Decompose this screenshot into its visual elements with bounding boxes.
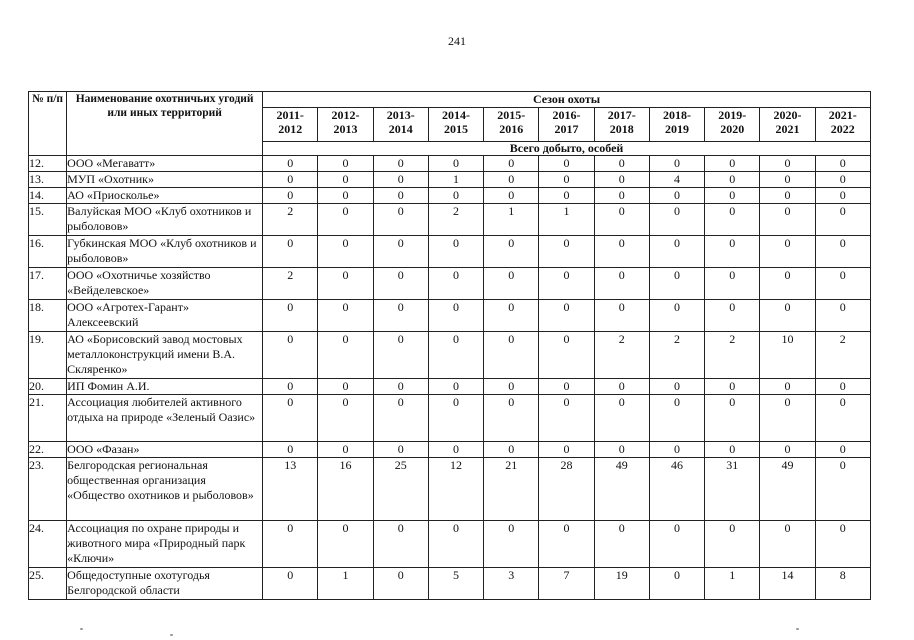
- header-year-end: 2019: [664, 122, 689, 136]
- harvest-count: 0: [263, 188, 318, 204]
- harvest-count: 25: [373, 458, 428, 521]
- header-year: [484, 108, 539, 142]
- harvest-count: 0: [373, 442, 428, 458]
- harvest-count: 0: [539, 442, 594, 458]
- harvest-count: 0: [815, 156, 870, 172]
- header-year: [594, 108, 649, 142]
- harvest-count: 0: [649, 188, 704, 204]
- harvest-count: 0: [649, 300, 704, 332]
- harvest-count: 0: [484, 395, 539, 442]
- territory-name: АО «Приосколье»: [67, 188, 263, 204]
- header-num: № п/п: [29, 92, 67, 156]
- harvest-count: 0: [539, 172, 594, 188]
- harvest-count: 0: [815, 204, 870, 236]
- row-number: 20.: [29, 379, 67, 395]
- harvest-count: 0: [539, 395, 594, 442]
- header-year: [318, 108, 373, 142]
- header-year-start: 2013-: [386, 108, 415, 122]
- territory-name: Ассоциация по охране природы и животного мира «Природный парк «Ключи»: [67, 521, 263, 568]
- header-year: [815, 108, 870, 142]
- table-row: [29, 172, 871, 188]
- harvest-count: 0: [263, 156, 318, 172]
- harvest-count: 0: [760, 442, 815, 458]
- territory-name: МУП «Охотник»: [67, 172, 263, 188]
- harvest-count: 0: [263, 379, 318, 395]
- harvest-count: 0: [705, 204, 760, 236]
- harvest-count: 0: [705, 395, 760, 442]
- harvest-count: 0: [263, 300, 318, 332]
- header-name: Наименование охотничьих угодий или иных территорий: [67, 92, 263, 156]
- harvest-count: 0: [428, 268, 483, 300]
- harvest-count: 0: [373, 568, 428, 600]
- harvest-count: 0: [760, 204, 815, 236]
- harvest-count: 0: [594, 521, 649, 568]
- harvest-count: 0: [815, 300, 870, 332]
- harvest-count: 0: [263, 442, 318, 458]
- row-number: 23.: [29, 458, 67, 521]
- header-year: [428, 108, 483, 142]
- harvest-count: 0: [373, 395, 428, 442]
- harvest-count: 0: [373, 156, 428, 172]
- harvest-count: 1: [428, 172, 483, 188]
- table-row: [29, 332, 871, 379]
- harvest-count: 0: [594, 236, 649, 268]
- harvest-count: 0: [539, 521, 594, 568]
- harvest-count: 49: [594, 458, 649, 521]
- harvest-count: 0: [428, 442, 483, 458]
- harvest-count: 0: [318, 172, 373, 188]
- harvest-count: 0: [484, 236, 539, 268]
- harvest-count: 8: [815, 568, 870, 600]
- harvest-count: 0: [318, 332, 373, 379]
- row-number: 24.: [29, 521, 67, 568]
- page-number: 241: [448, 34, 466, 48]
- harvest-count: 0: [373, 236, 428, 268]
- harvest-count: 14: [760, 568, 815, 600]
- header-year-start: 2011-: [276, 108, 304, 122]
- harvest-count: 0: [705, 300, 760, 332]
- harvest-count: 0: [539, 236, 594, 268]
- harvest-count: 0: [760, 268, 815, 300]
- harvest-count: 0: [484, 156, 539, 172]
- header-year-start: 2018-: [662, 108, 691, 122]
- harvest-count: 0: [484, 268, 539, 300]
- harvest-count: 0: [373, 172, 428, 188]
- row-number: 15.: [29, 204, 67, 236]
- header-year-start: 2014-: [441, 108, 470, 122]
- harvest-count: 0: [649, 156, 704, 172]
- row-number: 19.: [29, 332, 67, 379]
- harvest-count: 0: [318, 268, 373, 300]
- harvest-count: 10: [760, 332, 815, 379]
- harvest-count: 2: [263, 268, 318, 300]
- harvest-count: 0: [705, 172, 760, 188]
- header-year-end: 2015: [443, 122, 468, 136]
- header-season: Сезон охоты: [263, 92, 871, 108]
- harvest-count: 2: [594, 332, 649, 379]
- row-number: 18.: [29, 300, 67, 332]
- harvest-count: 16: [318, 458, 373, 521]
- harvest-count: 0: [539, 332, 594, 379]
- header-year-start: 2021-: [828, 108, 857, 122]
- harvest-count: 0: [649, 568, 704, 600]
- table-row: [29, 268, 871, 300]
- harvest-count: 49: [760, 458, 815, 521]
- row-number: 21.: [29, 395, 67, 442]
- harvest-table: [28, 91, 871, 600]
- harvest-count: 0: [373, 300, 428, 332]
- harvest-count: 0: [263, 236, 318, 268]
- harvest-count: 0: [705, 379, 760, 395]
- harvest-count: 0: [649, 268, 704, 300]
- table-row: [29, 379, 871, 395]
- harvest-count: 0: [318, 156, 373, 172]
- harvest-count: 1: [705, 568, 760, 600]
- row-number: 17.: [29, 268, 67, 300]
- header-year-end: 2016: [499, 122, 524, 136]
- header-year: [539, 108, 594, 142]
- harvest-count: 2: [263, 204, 318, 236]
- harvest-count: 0: [815, 458, 870, 521]
- header-year-end: 2021: [775, 122, 800, 136]
- harvest-count: 0: [428, 156, 483, 172]
- harvest-count: 28: [539, 458, 594, 521]
- header-year: [373, 108, 428, 142]
- harvest-count: 0: [263, 568, 318, 600]
- harvest-count: 21: [484, 458, 539, 521]
- table-row: [29, 236, 871, 268]
- row-number: 25.: [29, 568, 67, 600]
- harvest-count: 0: [815, 268, 870, 300]
- harvest-count: 0: [594, 204, 649, 236]
- header-year-start: 2012-: [331, 108, 360, 122]
- harvest-count: 0: [318, 521, 373, 568]
- harvest-count: 0: [539, 156, 594, 172]
- harvest-count: 13: [263, 458, 318, 521]
- harvest-count: 0: [263, 395, 318, 442]
- header-year-end: 2018: [609, 122, 634, 136]
- table-row: [29, 204, 871, 236]
- harvest-count: 2: [428, 204, 483, 236]
- harvest-count: 0: [318, 395, 373, 442]
- harvest-count: 46: [649, 458, 704, 521]
- header-year-end: 2012: [278, 122, 303, 136]
- header-year-start: 2015-: [497, 108, 526, 122]
- harvest-count: 31: [705, 458, 760, 521]
- harvest-count: 0: [594, 442, 649, 458]
- harvest-count: 0: [318, 236, 373, 268]
- table-row: [29, 395, 871, 442]
- harvest-count: 0: [539, 268, 594, 300]
- territory-name: Белгородская региональная общественная организация «Общество охотников и рыболовов»: [67, 458, 263, 521]
- harvest-count: 0: [649, 395, 704, 442]
- territory-name: ИП Фомин А.И.: [67, 379, 263, 395]
- header-year-start: 2017-: [607, 108, 636, 122]
- header-year-end: 2020: [720, 122, 745, 136]
- row-number: 13.: [29, 172, 67, 188]
- harvest-count: 0: [705, 268, 760, 300]
- harvest-count: 0: [760, 395, 815, 442]
- row-number: 16.: [29, 236, 67, 268]
- harvest-count: 0: [484, 379, 539, 395]
- harvest-count: 0: [373, 188, 428, 204]
- harvest-count: 0: [705, 442, 760, 458]
- territory-name: ООО «Фазан»: [67, 442, 263, 458]
- harvest-count: 0: [373, 268, 428, 300]
- harvest-count: 0: [594, 300, 649, 332]
- header-year: [263, 108, 318, 142]
- harvest-count: 0: [705, 188, 760, 204]
- harvest-count: 4: [649, 172, 704, 188]
- harvest-count: 0: [815, 521, 870, 568]
- territory-name: Губкинская МОО «Клуб охотников и рыболовов»: [67, 236, 263, 268]
- harvest-count: 1: [318, 568, 373, 600]
- header-year: [760, 108, 815, 142]
- row-number: 14.: [29, 188, 67, 204]
- harvest-count: 0: [760, 300, 815, 332]
- header-year-start: 2016-: [552, 108, 581, 122]
- harvest-count: 0: [594, 188, 649, 204]
- table-row: [29, 156, 871, 172]
- harvest-count: 0: [649, 379, 704, 395]
- table-row: [29, 188, 871, 204]
- header-year-end: 2014: [388, 122, 413, 136]
- harvest-count: 1: [484, 204, 539, 236]
- harvest-count: 2: [705, 332, 760, 379]
- harvest-count: 0: [539, 188, 594, 204]
- harvest-count: 0: [594, 156, 649, 172]
- harvest-count: 3: [484, 568, 539, 600]
- harvest-count: 0: [263, 172, 318, 188]
- harvest-count: 0: [815, 172, 870, 188]
- harvest-count: 0: [649, 204, 704, 236]
- table-row: [29, 458, 871, 521]
- territory-name: ООО «Охотничье хозяйство «Вейделевское»: [67, 268, 263, 300]
- harvest-count: 0: [815, 379, 870, 395]
- table-row: [29, 300, 871, 332]
- harvest-count: 0: [705, 236, 760, 268]
- harvest-count: 7: [539, 568, 594, 600]
- header-year: [705, 108, 760, 142]
- harvest-count: 0: [428, 300, 483, 332]
- harvest-count: 0: [373, 204, 428, 236]
- harvest-count: 0: [760, 172, 815, 188]
- harvest-count: 0: [760, 156, 815, 172]
- row-number: 12.: [29, 156, 67, 172]
- harvest-count: 0: [428, 188, 483, 204]
- harvest-count: 0: [649, 521, 704, 568]
- harvest-count: 0: [373, 379, 428, 395]
- scan-speck: [796, 628, 799, 630]
- harvest-count: 0: [428, 236, 483, 268]
- harvest-count: 12: [428, 458, 483, 521]
- harvest-count: 5: [428, 568, 483, 600]
- territory-name: Общедоступные охотугодья Белгородской области: [67, 568, 263, 600]
- scan-speck: [80, 628, 83, 630]
- harvest-count: 0: [760, 188, 815, 204]
- harvest-count: 0: [484, 188, 539, 204]
- harvest-count: 0: [318, 204, 373, 236]
- harvest-count: 0: [815, 442, 870, 458]
- harvest-count: 0: [815, 395, 870, 442]
- harvest-count: 0: [484, 442, 539, 458]
- harvest-count: 1: [539, 204, 594, 236]
- harvest-count: 0: [318, 300, 373, 332]
- header-year-end: 2022: [830, 122, 855, 136]
- harvest-count: 0: [539, 300, 594, 332]
- table-row: [29, 521, 871, 568]
- harvest-count: 0: [484, 300, 539, 332]
- territory-name: Ассоциация любителей активного отдыха на природе «Зеленый Оазис»: [67, 395, 263, 442]
- harvest-count: 0: [649, 236, 704, 268]
- harvest-count: 2: [649, 332, 704, 379]
- harvest-count: 0: [428, 379, 483, 395]
- harvest-count: 0: [649, 442, 704, 458]
- harvest-count: 0: [484, 332, 539, 379]
- header-year-end: 2013: [333, 122, 358, 136]
- harvest-count: 0: [484, 521, 539, 568]
- territory-name: Валуйская МОО «Клуб охотников и рыболовов»: [67, 204, 263, 236]
- header-year-start: 2019-: [718, 108, 747, 122]
- table-row: [29, 442, 871, 458]
- territory-name: АО «Борисовский завод мостовых металлоконструкций имени В.А. Скляренко»: [67, 332, 263, 379]
- harvest-count: 2: [815, 332, 870, 379]
- territory-name: ООО «Агротех-Гарант» Алексеевский: [67, 300, 263, 332]
- harvest-count: 0: [428, 521, 483, 568]
- harvest-count: 0: [484, 172, 539, 188]
- harvest-count: 0: [594, 395, 649, 442]
- row-number: 22.: [29, 442, 67, 458]
- harvest-count: 0: [815, 188, 870, 204]
- table-row: [29, 568, 871, 600]
- header-year-end: 2017: [554, 122, 579, 136]
- harvest-count: 0: [318, 379, 373, 395]
- harvest-count: 0: [373, 521, 428, 568]
- harvest-count: 0: [815, 236, 870, 268]
- harvest-count: 0: [760, 236, 815, 268]
- harvest-count: 0: [428, 395, 483, 442]
- harvest-count: 0: [263, 521, 318, 568]
- header-year-start: 2020-: [773, 108, 802, 122]
- table-header: [29, 92, 871, 156]
- harvest-count: 0: [760, 521, 815, 568]
- harvest-count: 0: [318, 442, 373, 458]
- header-total: Всего добыто, особей: [263, 142, 871, 156]
- harvest-count: 19: [594, 568, 649, 600]
- harvest-count: 0: [705, 521, 760, 568]
- harvest-count: 0: [373, 332, 428, 379]
- table-body: [29, 156, 871, 600]
- harvest-count: 0: [705, 156, 760, 172]
- territory-name: ООО «Мегаватт»: [67, 156, 263, 172]
- scan-speck: [170, 634, 173, 636]
- header-year: [649, 108, 704, 142]
- harvest-count: 0: [594, 172, 649, 188]
- harvest-count: 0: [539, 379, 594, 395]
- harvest-count: 0: [760, 379, 815, 395]
- harvest-count: 0: [594, 268, 649, 300]
- harvest-count: 0: [263, 332, 318, 379]
- harvest-count: 0: [318, 188, 373, 204]
- harvest-count: 0: [594, 379, 649, 395]
- harvest-count: 0: [428, 332, 483, 379]
